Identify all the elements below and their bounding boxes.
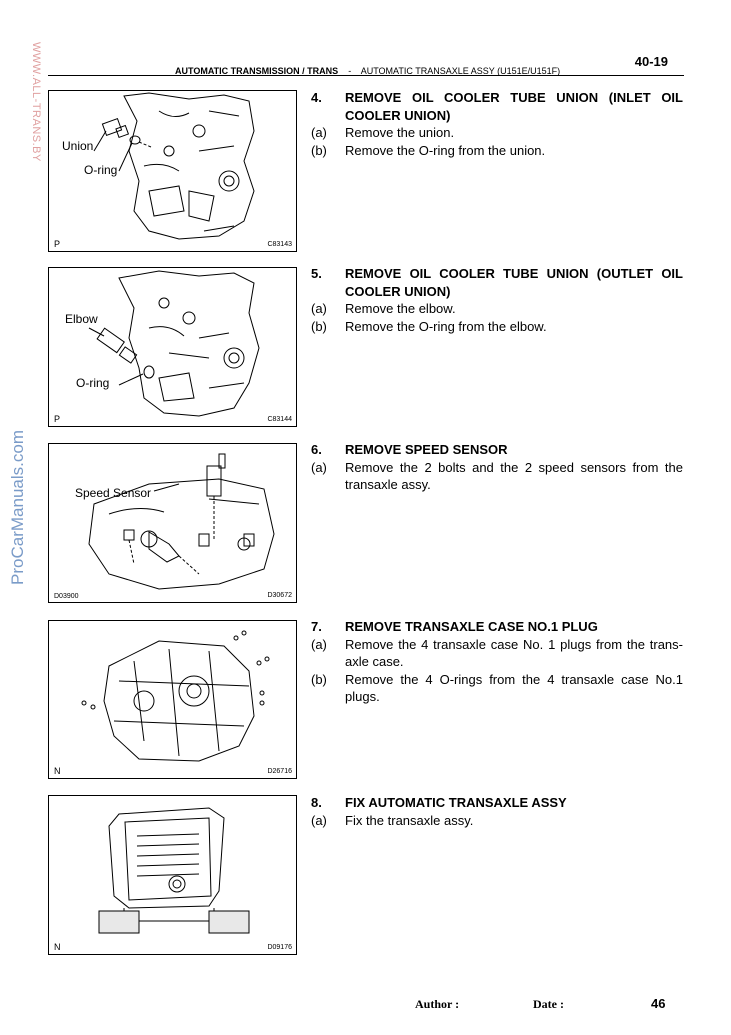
item-label: (b) [311, 671, 327, 687]
label-o-ring: O-ring [76, 376, 110, 390]
procedure-step-4 [311, 89, 683, 159]
figure-corner-mark: P [54, 414, 61, 424]
procedure-step-6 [311, 441, 683, 494]
step-number: 4. [311, 90, 322, 105]
item-label: (a) [311, 301, 327, 316]
step-title: REMOVE OIL COOLER TUBE UNION (INLET OIL COOLER UNION) [345, 90, 683, 123]
step-title: REMOVE OIL COOLER TUBE UNION (OUTLET OIL COOLER UNION) [345, 266, 683, 299]
step-title: FIX AUTOMATIC TRANSAXLE ASSY [345, 795, 567, 810]
procedure-step-8 [311, 794, 683, 829]
footer-author-label: Author : [415, 997, 460, 1011]
figure-speed-sensor [48, 443, 297, 603]
step-title: REMOVE TRANSAXLE CASE NO.1 PLUG [345, 619, 598, 634]
item-label: (b) [311, 318, 327, 334]
label-elbow: Elbow [65, 312, 98, 326]
page-number: 40-19 [634, 54, 668, 69]
header-separator: - [348, 66, 352, 76]
step-number: 7. [311, 619, 322, 634]
figure-corner-mark: N [54, 942, 61, 952]
item-label: (a) [311, 459, 327, 475]
item-label: (a) [311, 125, 327, 140]
header-subsection: AUTOMATIC TRANSAXLE ASSY (U151E/U151F) [360, 66, 561, 76]
label-union: Union [62, 139, 94, 153]
item-text: Remove the union. [345, 125, 455, 140]
figure-fix-transaxle [48, 795, 297, 955]
figure-code: D30672 [267, 592, 292, 599]
procedure-step-7 [311, 618, 683, 706]
step-number: 5. [311, 266, 322, 281]
item-text: Remove the 2 bolts and the 2 speed sensors from the transaxle assy. [345, 459, 683, 492]
footer-page-number: 46 [651, 996, 666, 1011]
item-label: (a) [311, 636, 327, 652]
figure-corner-mark: P [54, 239, 61, 249]
step-item [311, 459, 683, 494]
figure-corner-mark: N [54, 766, 61, 776]
step-heading [311, 441, 683, 459]
item-label: (b) [311, 142, 327, 158]
watermark-brand: ProCarManuals.com [8, 430, 27, 585]
figure-case-plug [48, 620, 297, 779]
item-text: Remove the 4 transaxle case No. 1 plugs from the trans-axle case. [345, 636, 683, 669]
step-number: 6. [311, 442, 322, 457]
transaxle-illustration [49, 268, 296, 426]
figure-code: D26716 [267, 768, 292, 775]
step-item [311, 124, 683, 142]
transaxle-illustration [49, 796, 296, 954]
item-text: Fix the transaxle assy. [345, 812, 474, 828]
item-text: Remove the elbow. [345, 301, 456, 316]
label-speed-sensor: Speed Sensor [75, 486, 152, 500]
step-item [311, 142, 683, 160]
step-item [311, 300, 683, 318]
step-item [311, 318, 683, 336]
step-heading [311, 794, 683, 812]
step-heading [311, 265, 683, 300]
figure-union-removal [48, 90, 297, 252]
step-heading [311, 618, 683, 636]
footer-date-label: Date : [533, 997, 564, 1011]
figure-code: C83143 [267, 241, 292, 248]
header-section: AUTOMATIC TRANSMISSION / TRANS [175, 66, 339, 76]
step-heading [311, 89, 683, 124]
step-number: 8. [311, 795, 322, 810]
item-text: Remove the 4 O-rings from the 4 transaxle case No.1 plugs. [345, 671, 683, 704]
transaxle-illustration [49, 444, 296, 602]
figure-elbow-removal [48, 267, 297, 427]
label-o-ring: O-ring [84, 163, 118, 177]
step-item [311, 636, 683, 671]
item-text: Remove the O-ring from the elbow. [345, 318, 547, 334]
header-rule [48, 75, 684, 76]
figure-code: C83144 [267, 416, 292, 423]
procedure-step-5 [311, 265, 683, 335]
item-label: (a) [311, 812, 327, 828]
watermark-url: WWW.ALL-TRANS.BY [30, 42, 42, 162]
figure-corner-mark: D03900 [54, 593, 79, 600]
step-item [311, 671, 683, 706]
figure-code: D09176 [267, 944, 292, 951]
step-title: REMOVE SPEED SENSOR [345, 442, 508, 457]
item-text: Remove the O-ring from the union. [345, 142, 546, 158]
transaxle-illustration [49, 621, 296, 778]
step-item [311, 812, 683, 830]
